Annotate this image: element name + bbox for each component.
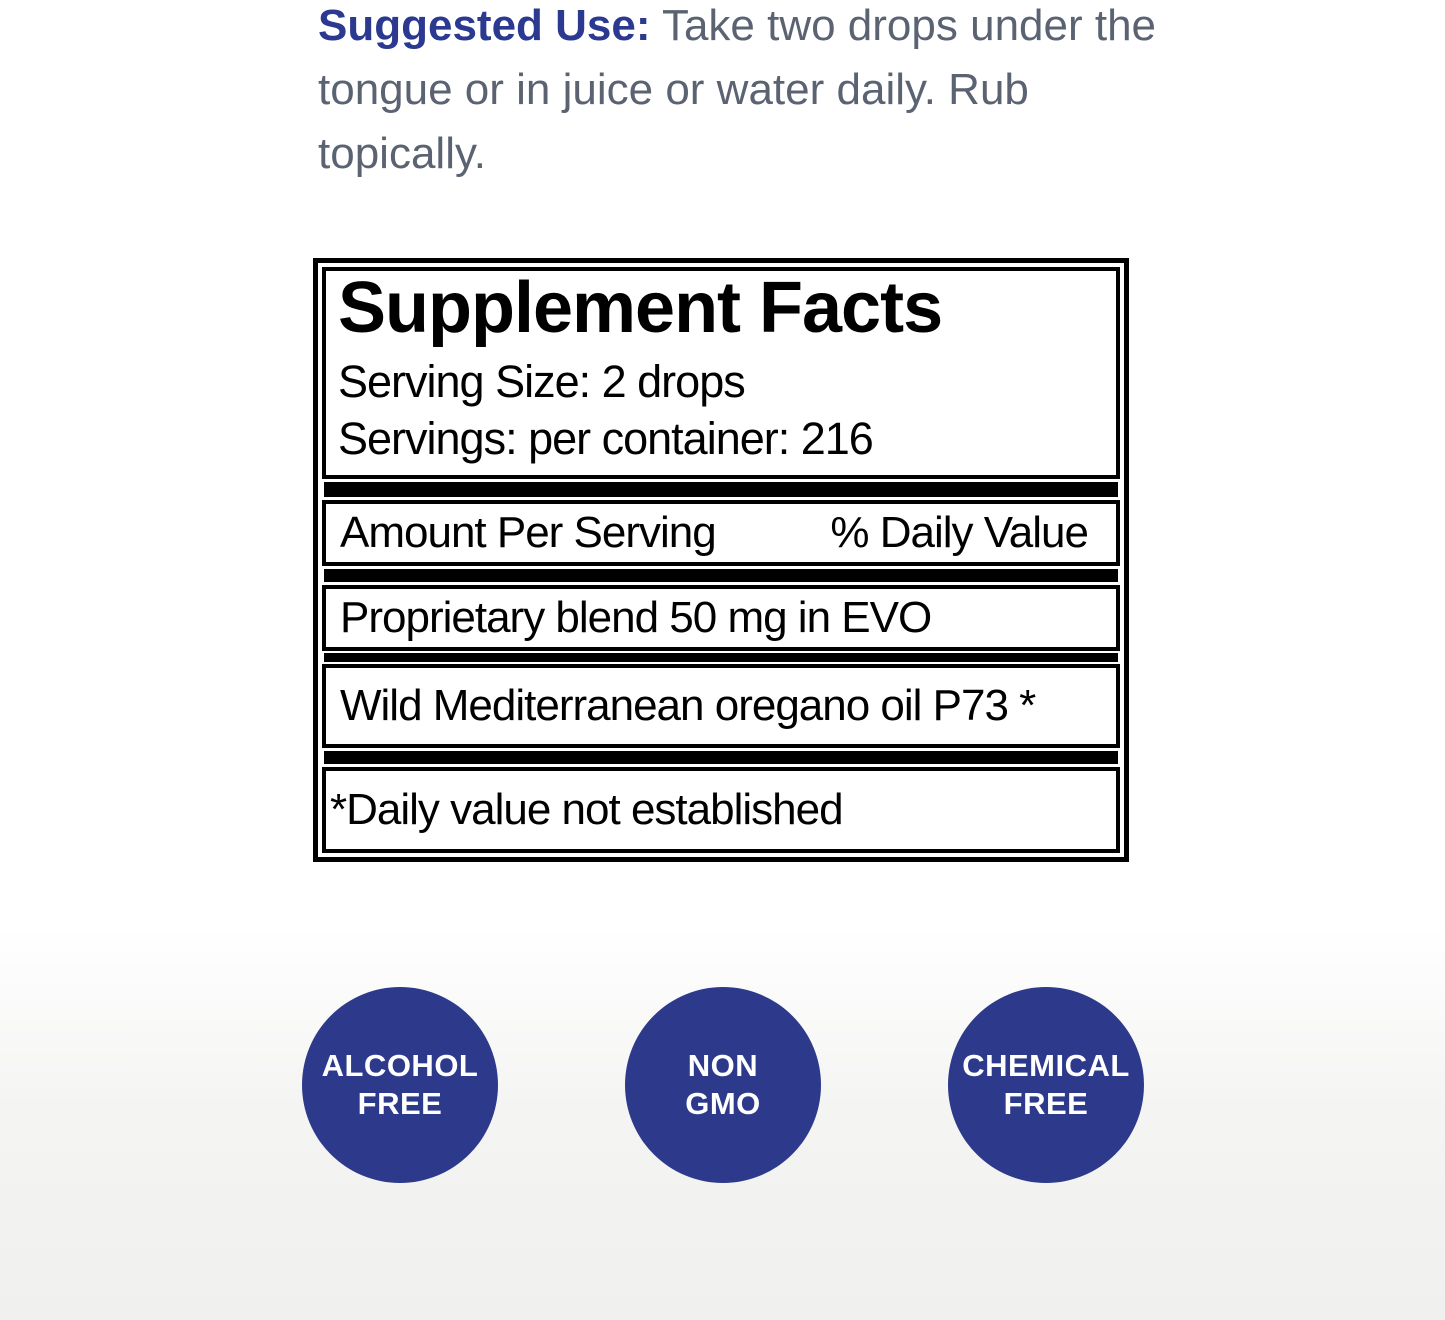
facts-header-section — [322, 267, 1120, 479]
ingredient-text: Proprietary blend 50 mg in EVO — [340, 593, 932, 642]
amount-per-serving-header: Amount Per Serving — [340, 508, 716, 557]
suggested-use-label: Suggested Use: — [318, 1, 651, 50]
ingredient-row-oregano-oil — [322, 664, 1120, 748]
serving-size: Serving Size: 2 drops — [338, 356, 745, 407]
thick-divider — [324, 569, 1118, 582]
badge-non-gmo — [625, 987, 821, 1183]
suggested-use-paragraph — [318, 0, 1158, 186]
servings-per-container: Servings: per container: 216 — [338, 413, 873, 464]
badge-line: ALCOHOL — [321, 1048, 479, 1083]
suggested-use-text: Take two drops under the tongue or in juice or water daily. Rub topically. — [318, 1, 1157, 178]
badge-line: FREE — [1003, 1086, 1089, 1121]
badge-chemical-free — [948, 987, 1144, 1183]
footnote-text: *Daily value not established — [330, 785, 843, 834]
supplement-facts-panel — [313, 258, 1129, 862]
thick-divider — [324, 482, 1118, 497]
badge-alcohol-free — [302, 987, 498, 1183]
badge-line: FREE — [357, 1086, 443, 1121]
column-header-row — [322, 500, 1120, 566]
badge-line: GMO — [685, 1086, 761, 1121]
thick-divider — [324, 751, 1118, 764]
thin-divider — [324, 653, 1118, 662]
ingredient-row-proprietary-blend — [322, 585, 1120, 651]
daily-value-header: % Daily Value — [830, 508, 1088, 557]
badge-line: NON — [687, 1048, 759, 1083]
facts-footnote-row — [322, 767, 1120, 853]
ingredient-text: Wild Mediterranean oregano oil P73 * — [340, 681, 1036, 730]
facts-title: Supplement Facts — [338, 268, 943, 348]
badge-line: CHEMICAL — [962, 1048, 1130, 1083]
